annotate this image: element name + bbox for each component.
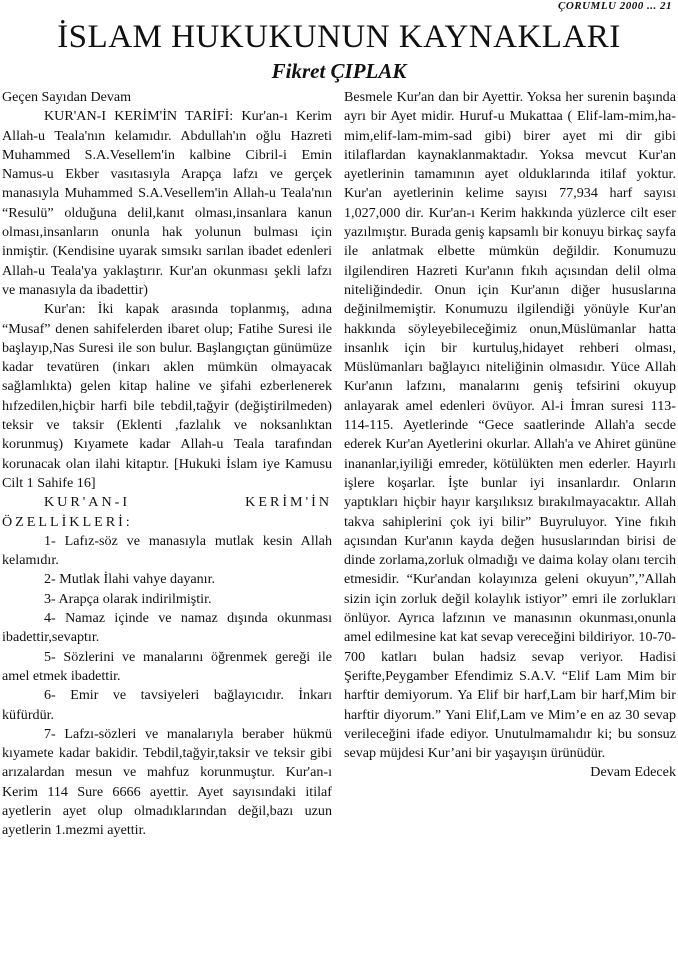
continuation-note: Geçen Sayıdan Devam — [2, 89, 132, 105]
feature-item-1: 1- Lafız-söz ve manasıyla mutlak kesin Allah kelamıdır. — [2, 532, 332, 569]
article-title: İSLAM HUKUKUNUN KAYNAKLARI — [57, 19, 621, 55]
magazine-page-header: ÇORUMLU 2000 ... 21 — [557, 0, 672, 12]
paragraph-quran-description: Kur'an: İki kapak arasında toplanmış, adına “Musaf” denen sahifelerden ibaret olup; Fatihe Suresi ile başlayıp,Nas Suresi ile son bulur. Başlangıçtan günümüze kadar tevatüren (inkarı aklen mümkün olmayacak sağlamlıkta) gelen kitap haline ve şifahi ezberlenerek hıfzedilen,hiçbir harfi bile tebdil,tağyir (değiştirilmeden) teksir ve taksir (Eklenti ,fazlalık ve noksanlıktan korunmuş) Kıyamete kadar Allah-u Teala tarafından korunacak olan ilahi kitaptır. [Hukuki İslam iye Kamusu Cilt 1 Sahife 16] — [2, 301, 332, 491]
feature-item-2: 2- Mutlak İlahi vahye dayanır. — [44, 571, 216, 588]
feature-item-6: 6- Emir ve tavsiyeleri bağlayıcıdır. İnkarı küfürdür. — [2, 687, 332, 723]
to-be-continued: Devam Edecek — [590, 764, 676, 781]
section-heading-features: KUR'AN-I KERİM'İN ÖZELLİKLERİ: — [2, 494, 332, 530]
feature-item-3: 3- Arapça olarak indirilmiştir. — [44, 590, 212, 607]
article-column-right — [344, 88, 676, 964]
paragraph-verses: Besmele Kur'an dan bir Ayettir. Yoksa her surenin başında ayrı bir Ayet midir. Huruf-u Mukattaa ( Elif-lam-mim,ha-mim,elif-lam-mim-sad gibi) birer ayet mi dir gibi itilaflardan kaynaklanmaktadır. Yoksa mevcut Kur'an ayetlerinin tamamının ayet olduklarında itilaf yoktur. Kur'an ayetlerinin kelime sayısı 77,934 harf sayısı 1,027,000 dir. Kur'an-ı Kerim hakkında yüzlerce cilt eser yazılmıştır. Burada geniş kapsamlı bir konuyu birkaç sayfa ile anlatmak elbette mümkün değildir. Konumuzu ilgilendiren Hazreti Kur'anın fıkıh açısından delil olma niteliğindedir. Onun için Kur'anın diğer hususlarına değinilmemiştir. Konumuzu ilgilendiği yönüyle Kur'an hakkında söyleyebileceğimiz onun,Müslümanlar hatta insanlık için bir kurtuluş,hidayet rehberi olması, Müslümanları bağlayıcı niteliğinin olmasıdır. Yüce Allah Kur'anın lafzını, manalarını geniş tefsirini okuyup anlayarak amel edenleri övüyor. Al-i İmran suresi 113-114-115. Ayetlerinde “Gece saatlerinde Allah'a secde ederek Kur'an Ayetlerini okurlar. Allah'a ve Ahiret gününe inananlar,iyiliği emreder, kötülükten men ederler. Hayırlı işlere koşarlar. İşte bunlar iyi insanlardır. Onların yaptıkları hiçbir hayır karşılıksız bırakılmayacaktır. Allah takva sahiplerini çok iyi bilir” Buyruluyor. Yine fıkıh açısından Kur'anın kayda değen hususlarından birisi de dinde zorlama,zorluk olmadığı ve daima kolay olanı tercih etmesidir. “Kur'andan kolayınıza geleni okuyun”,”Allah sizin için zorluk değil kolaylık istiyor” emri ile zorlukları önlüyor. Ayrıca lafzının ve manasının okunması,onunla amel edilmesine kat kat sevap vereceğini bildiriyor. 10-70-700 katları bulan hadsiz sevap veriyor. Hadisi Şerifte,Peygamber Efendimiz S.A.V. “Elif Lam Mim bir harftir demiyorum. Ya Elif bir harf,Lam bir harf,Mim bir harftir diyorum.” Yani Elif,Lam ve Mim’e en az 30 sevap verileceğini ifade ediyor. Unutulmamalıdır ki; bu sonsuz sevap müjdesi Kur’ani bir yaşayışın ürünüdür. — [344, 89, 676, 762]
feature-item-5: 5- Sözlerini ve manalarını öğrenmek gereği ile amel etmek ibadettir. — [2, 648, 332, 684]
article-author: Fikret ÇIPLAK — [271, 59, 407, 83]
feature-item-4: 4- Namaz içinde ve namaz dışında okunması ibadettir,sevaptır. — [2, 610, 332, 646]
article-column-left — [2, 88, 332, 964]
paragraph-definition: KUR'AN-I KERİM'İN TARİFİ: Kur'an-ı Kerim Allah-u Teala'nın kelamıdır. Abdullah'ın oğlu Hazreti Muhammed S.A.Vesellem'in kalbine Cibril-i Emin Namus-u Ekber vasıtasıyla Arapça lafzı ve gerçek manasıyla Muhammed S.A.Vesellem'in Allah-u Teala'nın “Resulü” olduğuna delil,kanıt olması,insanlara kanun olması,insanların onunla hak yolunun bulması için inmiştir. (Kendisine uyarak sımsıkı sarılan ibadet edenleri Allah-u Teala'ya yaklaştırır. Kur'an okunması şekli lafzı ve manasıyla da ibadettir) — [2, 108, 332, 298]
feature-item-7: 7- Lafzı-sözleri ve manalarıyla beraber hükmü kıyamete kadar bakidir. Tebdil,tağyir,taksir ve teksir gibi arızalardan mesun ve mahfuz korunmuştur. Kur'an-ı Kerim 114 Sure 6666 ayettir. Ayet sayısındaki itilaf ayetlerin ayet olup olmadıklarından değil,bazı uzun ayetlerin 1.mezmi ayettir. — [2, 725, 332, 839]
